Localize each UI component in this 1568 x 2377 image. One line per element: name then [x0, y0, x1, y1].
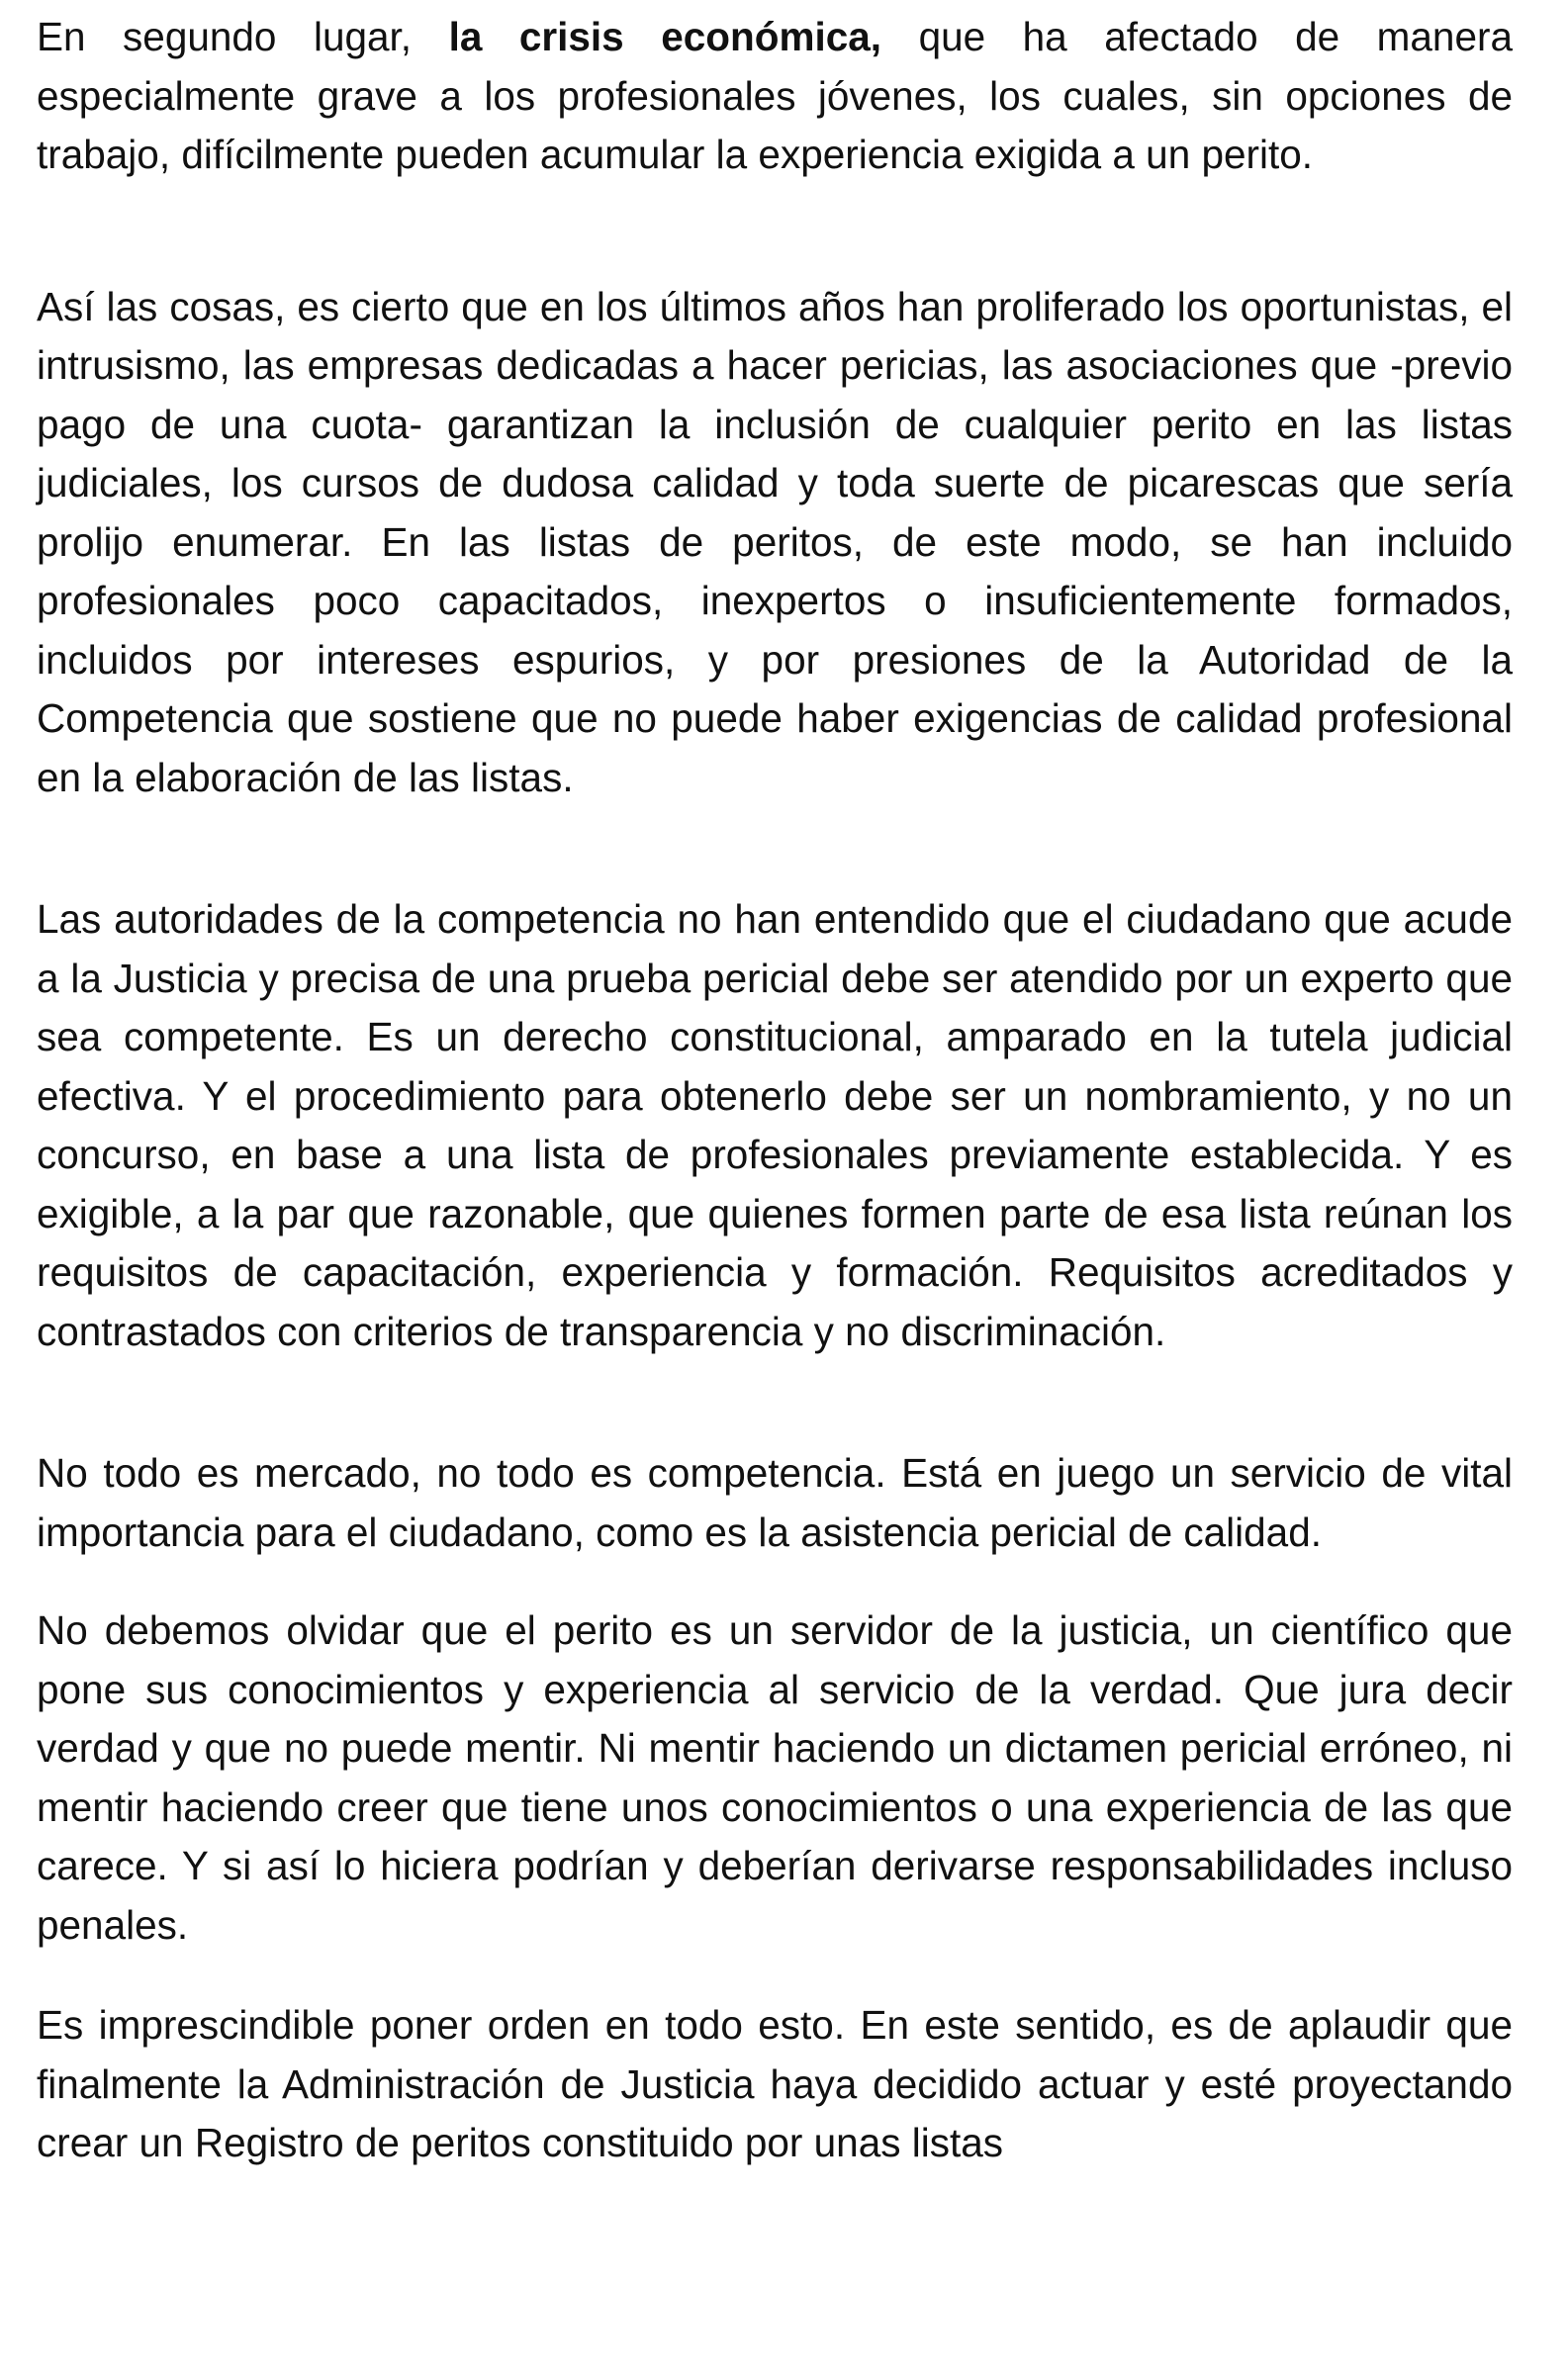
paragraph-autoridades-competencia: Las autoridades de la competencia no han entendido que el ciudadano que acude a la Justicia y precisa de una prueba pericial debe ser atendido por un experto que sea competente. Es un derecho constitucional, amparado en la tutela judicial efectiva. Y el procedimiento para obtenerlo debe ser un nombramiento, y no un concurso, en base a una lista de profesionales previamente establecida. Y es exigible, a la par que razonable, que quienes formen parte de esa lista reúnan los requisitos de capacitación, experiencia y formación. Requisitos acreditados y contrastados con criterios de transparencia y no discriminación. [37, 896, 1513, 1354]
paragraph-1-rest: que ha afectado de manera especialmente grave a los profesionales jóvenes, los cuales, sin opciones de trabajo, difícilmente pueden acumular la experiencia exigida a un perito. [37, 14, 1513, 177]
paragraph-no-todo-es-mercado: No todo es mercado, no todo es competencia. Está en juego un servicio de vital importancia para el ciudadano, como es la asistencia pericial de calidad. [37, 1450, 1513, 1555]
paragraph-oportunistas: Así las cosas, es cierto que en los últimos años han proliferado los oportunistas, el intrusismo, las empresas dedicadas a hacer pericias, las asociaciones que -previo pago de una cuota- garantizan la inclusión de cualquier perito en las listas judiciales, los cursos de dudosa calidad y toda suerte de picarescas que sería prolijo enumerar. En las listas de peritos, de este modo, se han incluido profesionales poco capacitados, inexpertos o insuficientemente formados, incluidos por intereses espurios, y por presiones de la Autoridad de la Competencia que sostiene que no puede haber exigencias de calidad profesional en la elaboración de las listas. [37, 283, 1513, 800]
paragraph-servidor-justicia: No debemos olvidar que el perito es un servidor de la justicia, un científico que pone sus conocimientos y experiencia al servicio de la verdad. Que jura decir verdad y que no puede mentir. Ni mentir haciendo un dictamen pericial erróneo, ni mentir haciendo creer que tiene unos conocimientos o una experiencia de las que carece. Y si así lo hiciera podrían y deberían derivarse responsabilidades incluso penales. [37, 1607, 1513, 1948]
paragraph-1-intro: En segundo lugar, [37, 14, 449, 59]
document-page [37, 8, 1513, 2173]
paragraph-1-bold-phrase: la crisis económica, [448, 14, 882, 59]
paragraph-registro-peritos: Es imprescindible poner orden en todo esto. En este sentido, es de aplaudir que finalmente la Administración de Justicia haya decidido actuar y esté proyectando crear un Registro de peritos constituido por unas listas [37, 2002, 1513, 2165]
paragraph-crisis-economica [37, 8, 1513, 185]
